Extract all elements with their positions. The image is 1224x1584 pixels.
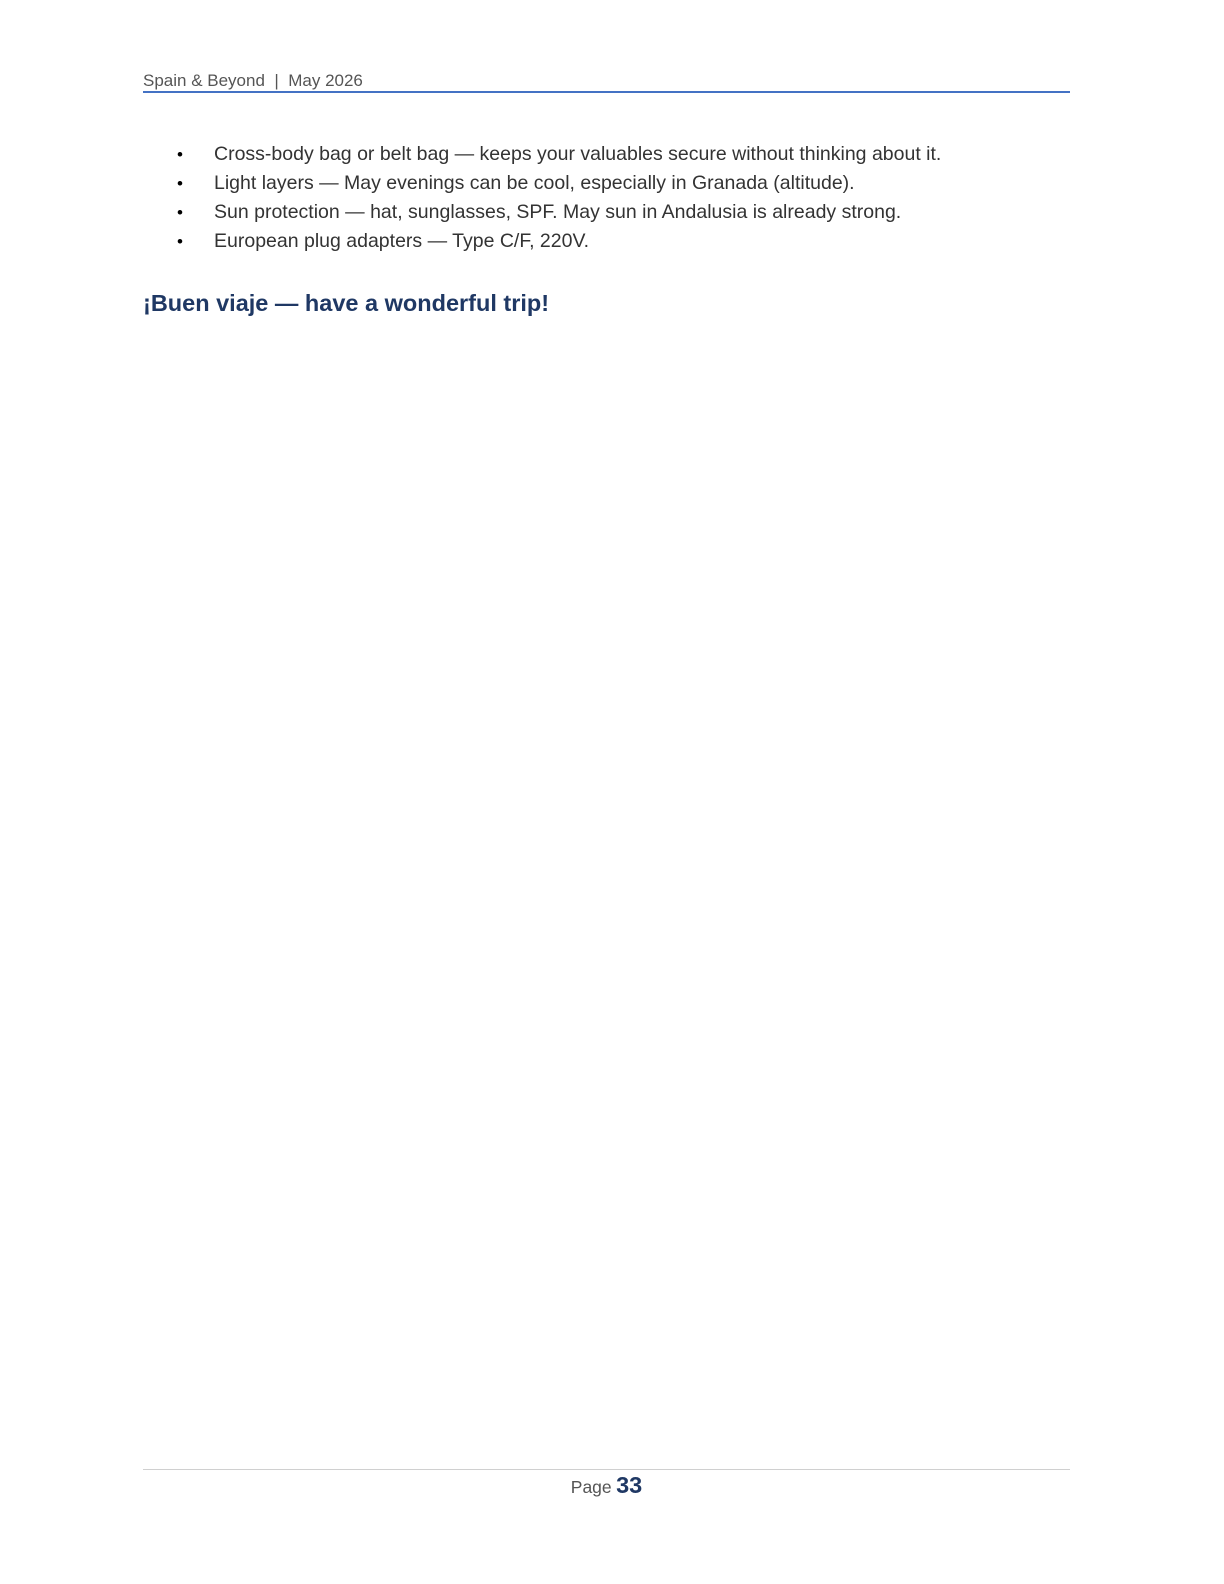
page-footer xyxy=(143,1469,1070,1510)
bullet-icon: • xyxy=(177,203,183,222)
header-title: Spain & Beyond | May 2026 xyxy=(143,71,363,90)
list-item xyxy=(143,227,1070,256)
list-item xyxy=(143,169,1070,198)
list-item xyxy=(143,140,1070,169)
list-item xyxy=(143,198,1070,227)
bullet-icon: • xyxy=(177,174,183,193)
list-item-text: European plug adapters — Type C/F, 220V. xyxy=(214,230,590,252)
bullet-icon: • xyxy=(177,232,183,251)
page-number-block xyxy=(143,1472,1070,1499)
page-number: 33 xyxy=(616,1472,643,1498)
page-header xyxy=(143,69,1070,93)
page-label: Page xyxy=(570,1477,612,1497)
list-item-text: Sun protection — hat, sunglasses, SPF. May sun in Andalusia is already strong. xyxy=(214,201,902,223)
list-item-text: Light layers — May evenings can be cool, especially in Granada (altitude). xyxy=(214,172,855,194)
closing-heading: ¡Buen viaje — have a wonderful trip! xyxy=(143,290,550,316)
list-item-text: Cross-body bag or belt bag — keeps your valuables secure without thinking about it. xyxy=(214,143,942,165)
packing-list xyxy=(143,140,1070,256)
bullet-icon: • xyxy=(177,145,183,164)
